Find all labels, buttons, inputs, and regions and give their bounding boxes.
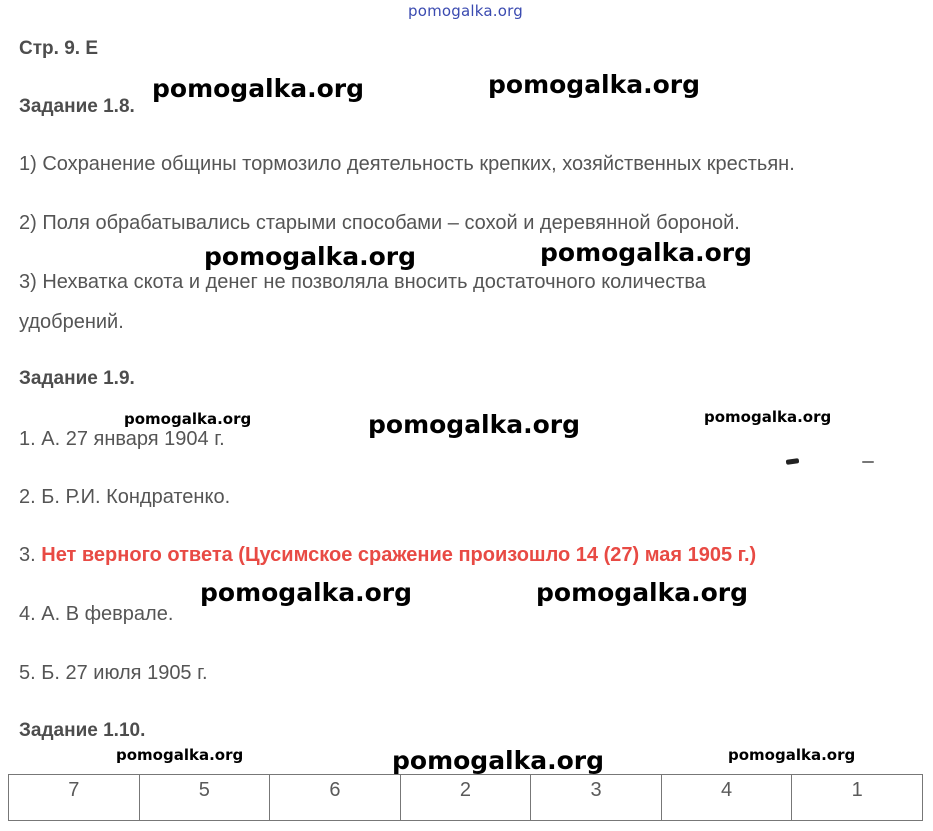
task-1-9-title: Задание 1.9. xyxy=(19,368,135,389)
table-cell: 3 xyxy=(531,775,662,821)
watermark: pomogalka.org xyxy=(152,74,365,103)
task-1-8-line-3: 3) Нехватка скота и денег не позволяла вносить достаточного количества xyxy=(19,271,706,293)
watermark: pomogalka.org xyxy=(488,70,701,99)
task-1-8-title: Задание 1.8. xyxy=(19,96,135,117)
watermark: pomogalka.org xyxy=(124,410,252,428)
watermark: pomogalka.org xyxy=(540,238,753,267)
watermark: pomogalka.org xyxy=(200,578,413,607)
watermark: pomogalka.org xyxy=(116,746,244,764)
watermark: pomogalka.org xyxy=(368,410,581,439)
table-cell: 5 xyxy=(139,775,270,821)
task-1-9-answer-1: 1. А. 27 января 1904 г. xyxy=(19,428,225,450)
site-link[interactable]: pomogalka.org xyxy=(408,2,523,20)
scan-speck xyxy=(862,461,874,463)
scan-speck xyxy=(786,458,800,465)
table-cell: 1 xyxy=(792,775,923,821)
page-reference: Стр. 9. Е xyxy=(19,38,98,59)
answer-3-number: 3. xyxy=(19,544,36,566)
watermark: pomogalka.org xyxy=(704,408,832,426)
table-cell: 7 xyxy=(9,775,140,821)
task-1-8-line-2: 2) Поля обрабатывались старыми способами – сохой и деревянной бороной. xyxy=(19,212,740,234)
task-1-8-line-1: 1) Сохранение общины тормозило деятельность крепких, хозяйственных крестьян. xyxy=(19,153,795,175)
task-1-9-answer-4: 4. А. В феврале. xyxy=(19,603,174,625)
watermark: pomogalka.org xyxy=(392,746,605,775)
watermark: pomogalka.org xyxy=(536,578,749,607)
table-cell: 4 xyxy=(661,775,792,821)
watermark: pomogalka.org xyxy=(728,746,856,764)
task-1-9-answer-3 xyxy=(19,544,756,567)
table-cell: 6 xyxy=(270,775,401,821)
answer-3-highlight: Нет верного ответа (Цусимское сражение произошло 14 (27) мая 1905 г.) xyxy=(41,544,757,566)
task-1-8-line-4: удобрений. xyxy=(19,311,124,333)
task-1-9-answer-5: 5. Б. 27 июля 1905 г. xyxy=(19,662,208,684)
task-1-10-title: Задание 1.10. xyxy=(19,720,146,741)
watermark: pomogalka.org xyxy=(204,242,417,271)
answer-table xyxy=(8,774,923,821)
task-1-9-answer-2: 2. Б. Р.И. Кондратенко. xyxy=(19,486,231,508)
table-cell: 2 xyxy=(400,775,531,821)
table-row xyxy=(9,775,923,821)
